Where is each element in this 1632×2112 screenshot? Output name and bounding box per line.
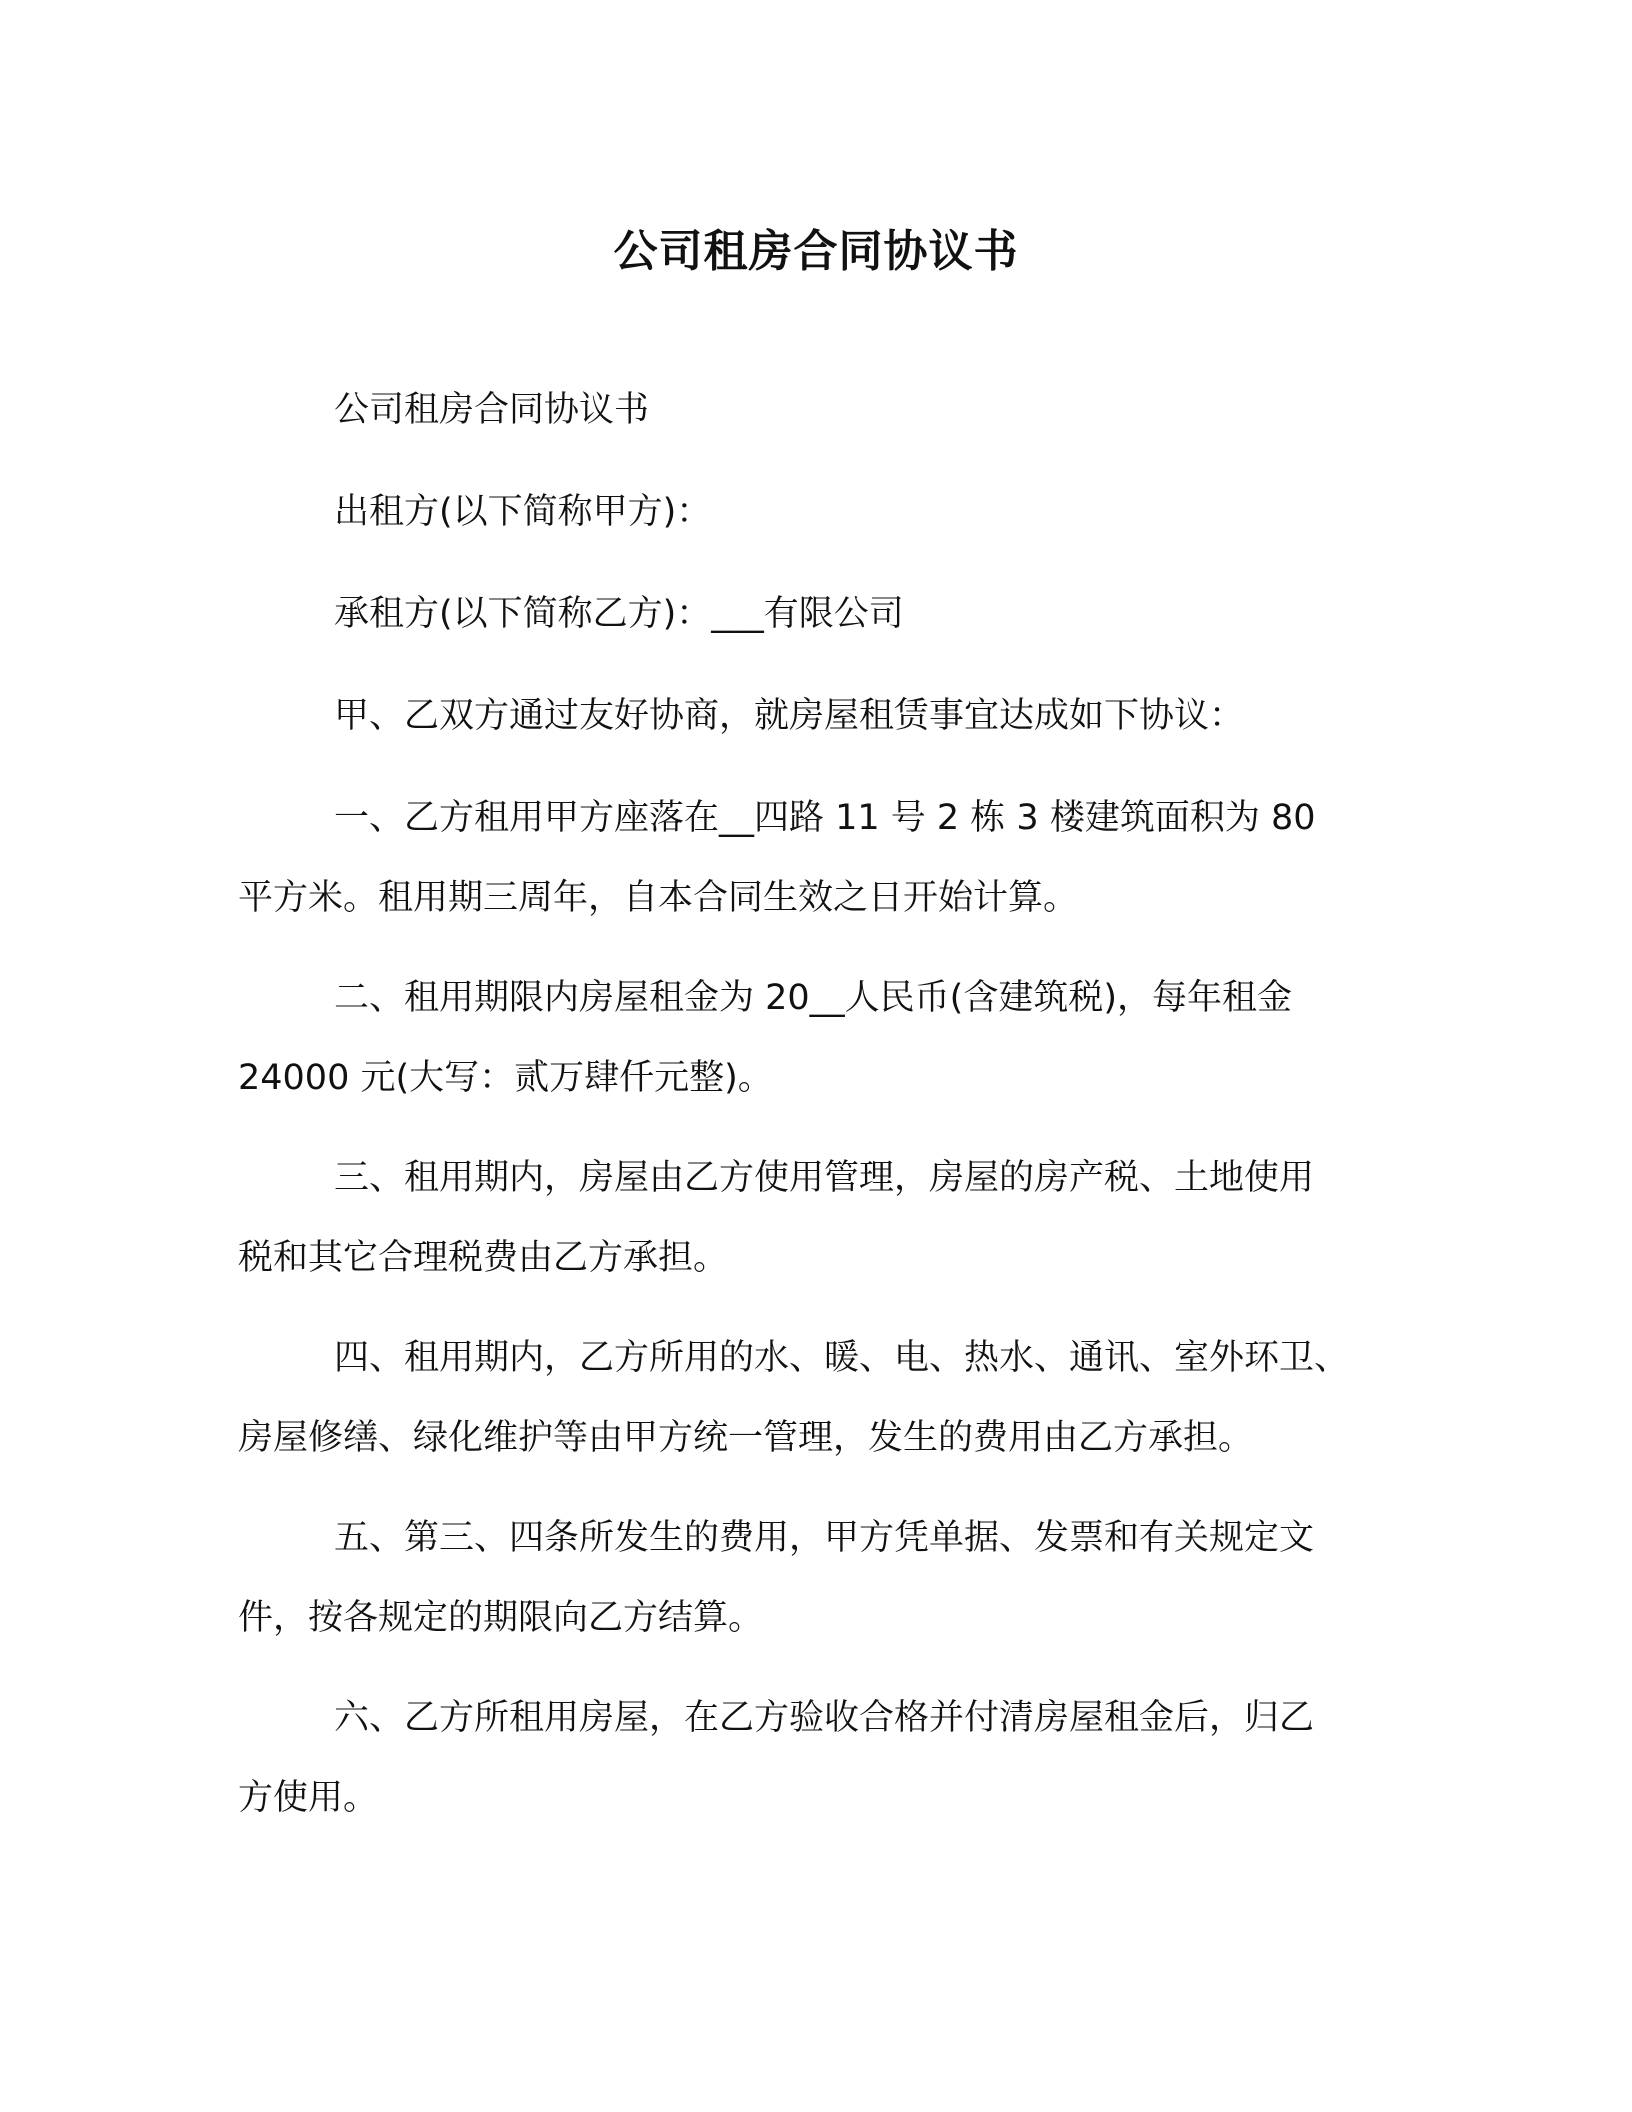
clause-3-line-2: 税和其它合理税费由乙方承担。 xyxy=(238,1238,729,1278)
clause-1-line-1: 一、乙方租用甲方座落在__四路 11 号 2 栋 3 楼建筑面积为 80 xyxy=(334,798,1316,838)
clause-2-line-2: 24000 元(大写：贰万肆仟元整)。 xyxy=(238,1058,773,1098)
clause-3-line-1: 三、租用期内，房屋由乙方使用管理，房屋的房产税、土地使用 xyxy=(334,1158,1315,1198)
clause-1-line-2: 平方米。租用期三周年，自本合同生效之日开始计算。 xyxy=(238,878,1079,918)
clause-5-line-2: 件，按各规定的期限向乙方结算。 xyxy=(238,1598,764,1638)
document-subtitle: 公司租房合同协议书 xyxy=(334,390,650,430)
clause-4-line-1: 四、租用期内，乙方所用的水、暖、电、热水、通讯、室外环卫、 xyxy=(334,1338,1350,1378)
lessor-line: 出租方(以下简称甲方)： xyxy=(334,492,712,532)
clause-6-line-2: 方使用。 xyxy=(238,1778,379,1818)
clause-5-line-1: 五、第三、四条所发生的费用，甲方凭单据、发票和有关规定文 xyxy=(334,1518,1315,1558)
lessee-line: 承租方(以下简称乙方)：___有限公司 xyxy=(334,594,904,634)
clause-2-line-1: 二、租用期限内房屋租金为 20__人民币(含建筑税)，每年租金 xyxy=(334,978,1292,1018)
clause-6-line-1: 六、乙方所租用房屋，在乙方验收合格并付清房屋租金后，归乙 xyxy=(334,1698,1315,1738)
preamble-line: 甲、乙双方通过友好协商，就房屋租赁事宜达成如下协议： xyxy=(334,696,1245,736)
clause-4-line-2: 房屋修缮、绿化维护等由甲方统一管理，发生的费用由乙方承担。 xyxy=(238,1418,1254,1458)
document-title: 公司租房合同协议书 xyxy=(613,226,1019,277)
